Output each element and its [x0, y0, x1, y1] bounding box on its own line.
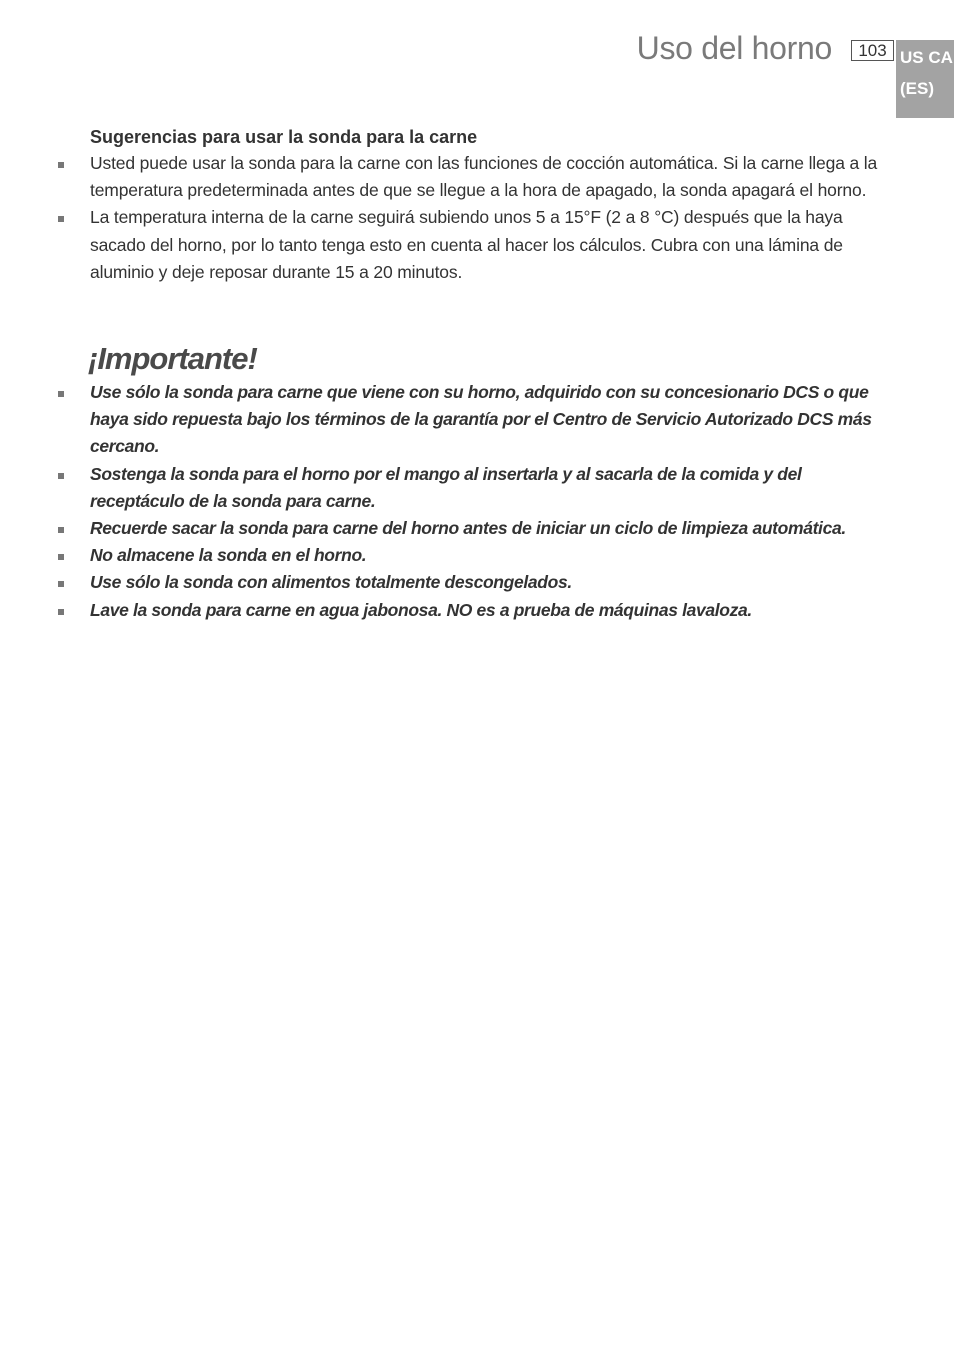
tip-item	[90, 150, 900, 204]
warning-item	[90, 379, 900, 461]
warning-text: No almacene la sonda en el horno.	[90, 545, 367, 566]
warning-item	[90, 542, 900, 569]
tips-heading: Sugerencias para usar la sonda para la carne	[90, 127, 478, 147]
square-bullet-icon	[58, 609, 64, 615]
warning-text: Sostenga la sonda para el horno por el mango al insertarla y al sacarla de la comida y del receptáculo de la sonda para carne.	[90, 463, 802, 511]
square-bullet-icon	[58, 162, 64, 168]
warning-item	[90, 461, 900, 515]
important-list	[0, 379, 900, 624]
tips-list	[0, 150, 900, 286]
warning-text: Lave la sonda para carne en agua jabonosa. NO es a prueba de máquinas lavaloza.	[90, 599, 752, 620]
square-bullet-icon	[58, 581, 64, 587]
square-bullet-icon	[58, 216, 64, 222]
region-label: US CA	[900, 48, 953, 67]
warning-text: Use sólo la sonda con alimentos totalmente descongelados.	[90, 572, 572, 593]
warning-text: Recuerde sacar la sonda para carne del horno antes de iniciar un ciclo de limpieza automática.	[90, 518, 846, 539]
tip-text: Usted puede usar la sonda para la carne con las funciones de cocción automática. Si la carne llega a la temperatura predeterminada antes de que se llegue a la hora de apagado, la sonda apagará el horno.	[90, 153, 878, 201]
square-bullet-icon	[58, 391, 64, 397]
page-number: 103	[851, 40, 894, 61]
warning-item	[90, 597, 900, 624]
warning-item	[90, 515, 900, 542]
square-bullet-icon	[58, 554, 64, 560]
warning-text: Use sólo la sonda para carne que viene con su horno, adquirido con su concesionario DCS o que haya sido repuesta bajo los términos de la garantía por el Centro de Servicio Autorizado DCS más cercano.	[90, 382, 872, 457]
page-title: Uso del horno	[636, 30, 832, 66]
tip-text: La temperatura interna de la carne seguirá subiendo unos 5 a 15°F (2 a 8 °C) después que la haya sacado del horno, por lo tanto tenga esto en cuenta al hacer los cálculos. Cubra con una lámina de aluminio y deje reposar durante 15 a 20 minutos.	[90, 207, 843, 282]
square-bullet-icon	[58, 473, 64, 479]
important-heading: ¡Importante!	[88, 341, 257, 376]
square-bullet-icon	[58, 527, 64, 533]
tip-item	[90, 204, 900, 286]
warning-item	[90, 569, 900, 596]
region-language-tab	[896, 40, 954, 118]
language-label: (ES)	[900, 79, 934, 98]
